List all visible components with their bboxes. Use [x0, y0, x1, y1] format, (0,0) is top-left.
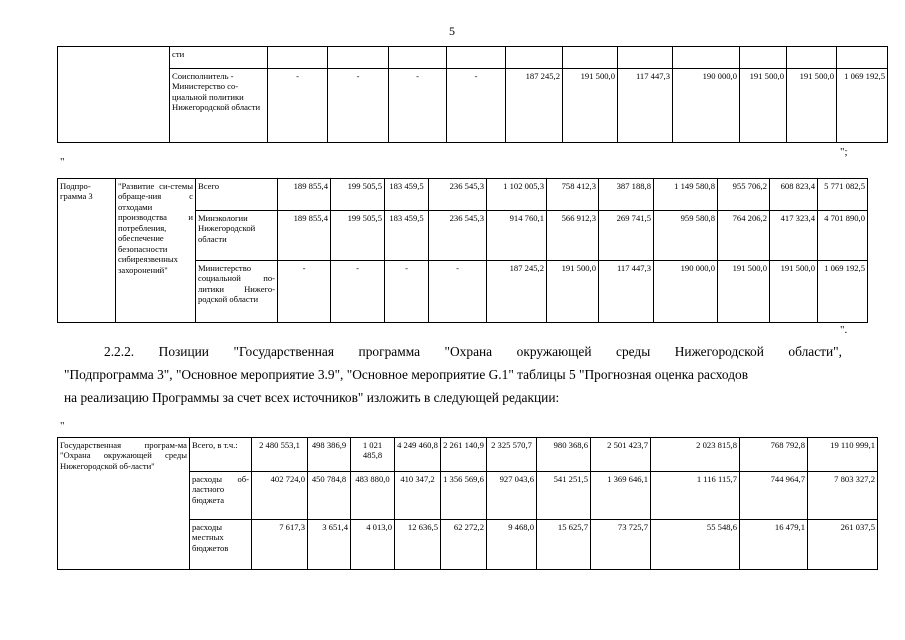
- value-cell: 117 447,3: [618, 69, 673, 143]
- value-cell: 15 625,7: [537, 520, 591, 570]
- program-cell: Подпро-грамма 3: [58, 179, 116, 323]
- row-label: Всего, в т.ч.:: [190, 438, 252, 472]
- value-cell: 2 480 553,1: [252, 438, 308, 472]
- value-cell: 236 545,3: [429, 211, 487, 261]
- table-state-program: [57, 437, 878, 570]
- value-cell: 9 468,0: [487, 520, 537, 570]
- subprogram-title-cell: "Развитие си-стемы обраще-ния с отходами производства и потребления, обеспечение безопасности сибиреязвенных захоронений": [116, 179, 196, 323]
- opening-quote: ": [60, 420, 65, 432]
- value-cell: 55 548,6: [651, 520, 740, 570]
- value-cell: 1 069 192,5: [837, 69, 888, 143]
- value-cell: 402 724,0: [252, 472, 308, 520]
- value-cell: 19 110 999,1: [808, 438, 878, 472]
- value-cell: 269 741,5: [599, 211, 654, 261]
- value-cell: 189 855,4: [278, 211, 331, 261]
- value-cell: 387 188,8: [599, 179, 654, 211]
- value-cell: 183 459,5: [385, 179, 429, 211]
- value-cell: 1 149 580,8: [654, 179, 718, 211]
- value-cell: 927 043,6: [487, 472, 537, 520]
- value-cell: 191 500,0: [770, 261, 818, 323]
- row-label: Минэкологии Нижегородской области: [196, 211, 278, 261]
- value-cell: -: [385, 261, 429, 323]
- value-cell: 1 356 569,6: [441, 472, 487, 520]
- closing-quote: ";: [840, 146, 848, 158]
- value-cell: 4 249 460,8: [395, 438, 441, 472]
- value-cell: 1 369 646,1: [591, 472, 651, 520]
- value-cell: 191 500,0: [563, 69, 618, 143]
- value-cell: 744 964,7: [740, 472, 808, 520]
- value-cell: -: [447, 69, 506, 143]
- value-cell: 1 069 192,5: [818, 261, 868, 323]
- value-cell: 758 412,3: [547, 179, 599, 211]
- paragraph-line: на реализацию Программы за счет всех источников" изложить в следующей редакции:: [64, 390, 560, 405]
- table-row: [58, 47, 888, 69]
- value-cell: 187 245,2: [487, 261, 547, 323]
- value-cell: 191 500,0: [740, 69, 787, 143]
- value-cell: 62 272,2: [441, 520, 487, 570]
- table-subprogram-3: [57, 178, 868, 323]
- value-cell: 73 725,7: [591, 520, 651, 570]
- value-cell: 2 023 815,8: [651, 438, 740, 472]
- value-cell: 7 617,3: [252, 520, 308, 570]
- value-cell: 3 651,4: [308, 520, 351, 570]
- value-cell: 4 013,0: [351, 520, 395, 570]
- value-cell: -: [331, 261, 385, 323]
- value-cell: 117 447,3: [599, 261, 654, 323]
- page-number: 5: [449, 24, 455, 38]
- value-cell: 1 021 485,8: [351, 438, 395, 472]
- value-cell: 608 823,4: [770, 179, 818, 211]
- executor-cell: Соисполнитель - Министерство со-циальной политики Нижегородской области: [170, 69, 268, 143]
- value-cell: 1 102 005,3: [487, 179, 547, 211]
- value-cell: 183 459,5: [385, 211, 429, 261]
- value-cell: 498 386,9: [308, 438, 351, 472]
- closing-quote: ".: [840, 324, 848, 336]
- value-cell: 768 792,8: [740, 438, 808, 472]
- amendment-paragraph: [64, 340, 842, 409]
- row-label: Министерство социальной по-литики Нижего-родской области: [196, 261, 278, 323]
- value-cell: 541 251,5: [537, 472, 591, 520]
- table-continuation: [57, 46, 888, 143]
- value-cell: 187 245,2: [506, 69, 563, 143]
- value-cell: 189 855,4: [278, 179, 331, 211]
- value-cell: 955 706,2: [718, 179, 770, 211]
- value-cell: 190 000,0: [673, 69, 740, 143]
- value-cell: 5 771 082,5: [818, 179, 868, 211]
- value-cell: 2 325 570,7: [487, 438, 537, 472]
- value-cell: 261 037,5: [808, 520, 878, 570]
- value-cell: 483 880,0: [351, 472, 395, 520]
- value-cell: 2 501 423,7: [591, 438, 651, 472]
- value-cell: -: [429, 261, 487, 323]
- value-cell: 980 368,6: [537, 438, 591, 472]
- value-cell: 199 505,5: [331, 211, 385, 261]
- value-cell: 2 261 140,9: [441, 438, 487, 472]
- row-label: расходы местных бюджетов: [190, 520, 252, 570]
- value-cell: -: [328, 69, 389, 143]
- table-row: [58, 438, 878, 472]
- value-cell: -: [268, 69, 328, 143]
- value-cell: 12 636,5: [395, 520, 441, 570]
- table-row: [58, 179, 868, 211]
- value-cell: 417 323,4: [770, 211, 818, 261]
- value-cell: 191 500,0: [787, 69, 837, 143]
- value-cell: 450 784,8: [308, 472, 351, 520]
- value-cell: 959 580,8: [654, 211, 718, 261]
- value-cell: 1 116 115,7: [651, 472, 740, 520]
- paragraph-line: "Подпрограмма 3", "Основное мероприятие 3.9", "Основное мероприятие G.1" таблицы 5 "Прогнозная оценка расходов: [64, 367, 749, 382]
- value-cell: 199 505,5: [331, 179, 385, 211]
- value-cell: 190 000,0: [654, 261, 718, 323]
- value-cell: 236 545,3: [429, 179, 487, 211]
- value-cell: 566 912,3: [547, 211, 599, 261]
- value-cell: -: [389, 69, 447, 143]
- program-cell: Государственная програм-ма "Охрана окружающей среды Нижегородской об-ласти": [58, 438, 190, 570]
- value-cell: 191 500,0: [547, 261, 599, 323]
- row-label: Всего: [196, 179, 278, 211]
- value-cell: 16 479,1: [740, 520, 808, 570]
- table-row: [58, 69, 888, 143]
- paragraph-line: 2.2.2. Позиции "Государственная программа "Охрана окружающей среды Нижегородской области",: [104, 344, 842, 359]
- value-cell: 764 206,2: [718, 211, 770, 261]
- row-label: расходы об-ластного бюджета: [190, 472, 252, 520]
- value-cell: 191 500,0: [718, 261, 770, 323]
- value-cell: 7 803 327,2: [808, 472, 878, 520]
- value-cell: 914 760,1: [487, 211, 547, 261]
- value-cell: -: [278, 261, 331, 323]
- empty-cell: [58, 47, 170, 143]
- executor-cell: сти: [170, 47, 268, 69]
- opening-quote: ": [60, 156, 65, 168]
- value-cell: 4 701 890,0: [818, 211, 868, 261]
- value-cell: 410 347,2: [395, 472, 441, 520]
